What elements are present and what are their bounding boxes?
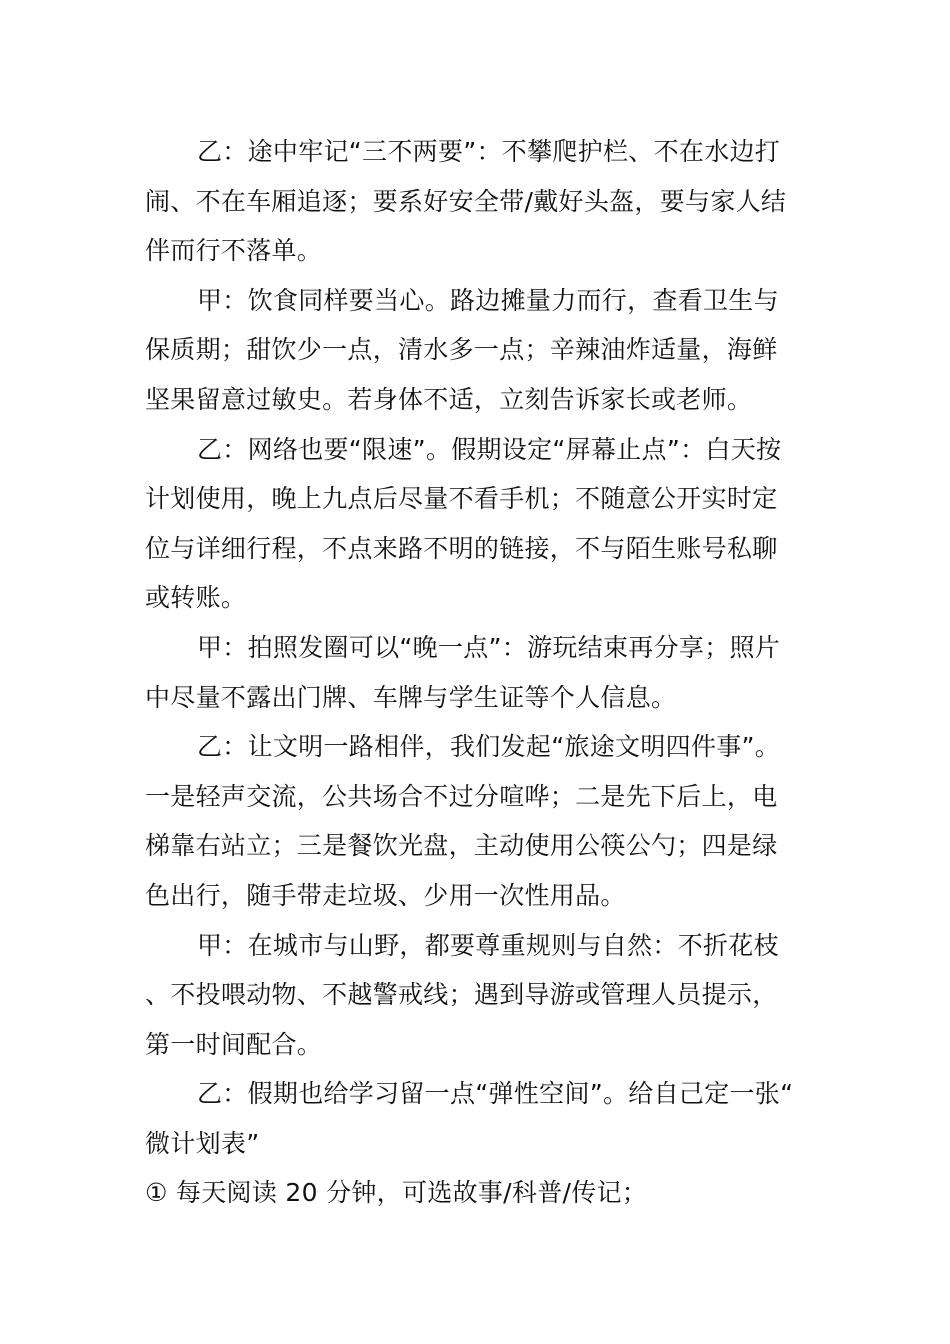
paragraph-study-plan: 乙：假期也给学习留一点“弹性空间”。给自己定一张“微计划表”: [145, 1079, 794, 1158]
document-body: [145, 127, 795, 1218]
paragraph-food-safety: 甲：饮食同样要当心。路边摊量力而行，查看卫生与保质期；甜饮少一点，清水多一点；辛辣油炸适量，海鲜坚果留意过敏史。若身体不适，立刻告诉家长或老师。: [145, 285, 779, 414]
paragraph-photo-sharing: 甲：拍照发圈可以“晚一点”：游玩结束再分享；照片中尽量不露出门牌、车牌与学生证等个人信息。: [145, 632, 781, 712]
list-item: ① 每天阅读 20 分钟，可选故事/科普/传记；: [145, 1178, 648, 1208]
paragraph-safety-rules: 乙：途中牢记“三不两要”：不攀爬护栏、不在水边打闹、不在车厢追逐；要系好安全带/戴好头盔，要与家人结伴而行不落单。: [145, 137, 787, 266]
paragraph-internet-safety: 乙：网络也要“限速”。假期设定“屏幕止点”：白天按计划使用，晚上九点后尽量不看手机；不随意公开实时定位与详细行程，不点来路不明的链接，不与陌生账号私聊或转账。: [145, 434, 782, 613]
paragraph-civilized-travel: 乙：让文明一路相伴，我们发起“旅途文明四件事”。一是轻声交流，公共场合不过分喧哗；二是先下后上，电梯靠右站立；三是餐饮光盘，主动使用公筷公勺；四是绿色出行，随手带走垃圾、少用一次性用品。: [145, 732, 781, 910]
paragraph-respect-nature: 甲：在城市与山野，都要尊重规则与自然：不折花枝、不投喂动物、不越警戒线；遇到导游或管理人员提示，第一时间配合。: [145, 930, 779, 1059]
